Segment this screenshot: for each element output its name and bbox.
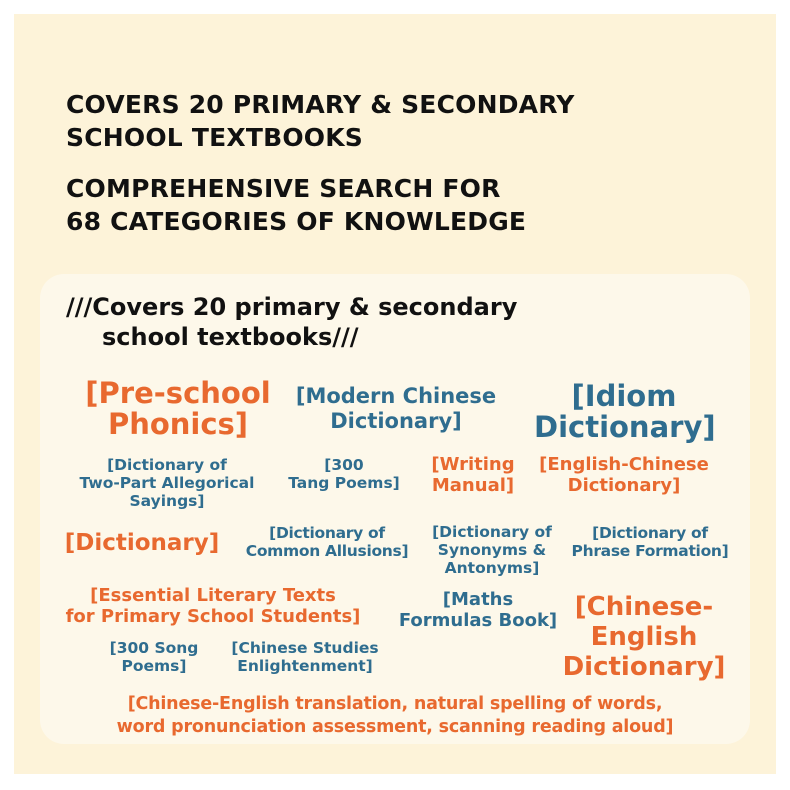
- headline-textbooks-line-2: SCHOOL TEXTBOOKS: [66, 123, 364, 152]
- tag-line: Formulas Book]: [398, 610, 558, 631]
- tag-common-allusions: [236, 524, 418, 560]
- tag-line: [Dictionary of: [107, 456, 227, 474]
- tag-300-tang-poems: [276, 456, 412, 492]
- tag-line: Dictionary]: [567, 475, 681, 496]
- tag-writing-manual: [418, 454, 528, 496]
- headline-knowledge-line-2: 68 CATEGORIES OF KNOWLEDGE: [66, 207, 527, 236]
- panel-title-line-2: school textbooks///: [102, 323, 359, 351]
- tag-dictionary: [56, 529, 228, 557]
- headline-textbooks: [66, 88, 575, 154]
- tag-line: Synonyms &: [437, 541, 547, 559]
- tag-maths-formulas-book: [388, 589, 568, 631]
- tag-line: [Dictionary of: [592, 524, 708, 542]
- tag-line: [Chinese Studies: [231, 639, 379, 657]
- tag-line: [300: [324, 456, 364, 474]
- tag-line: Sayings]: [129, 492, 205, 510]
- tag-line: Dictionary]: [534, 410, 716, 444]
- tag-line: [Idiom: [571, 379, 677, 413]
- panel-title-line-1: ///Covers 20 primary & secondary: [66, 293, 518, 321]
- tag-modern-chinese-dictionary: [286, 384, 506, 434]
- tag-line: [Dictionary of: [269, 524, 385, 542]
- tag-line: [Writing: [431, 454, 515, 475]
- tag-line: [English-Chinese: [539, 454, 709, 475]
- tag-chinese-english-dictionary: [556, 592, 732, 682]
- tag-line: Dictionary]: [562, 652, 726, 682]
- tag-english-chinese-dictionary: [536, 454, 712, 496]
- tag-allegorical-sayings: [64, 456, 270, 510]
- tag-preschool-phonics: [62, 378, 294, 440]
- tag-line: Common Allusions]: [245, 542, 409, 560]
- tag-line: [300 Song: [109, 639, 199, 657]
- tag-feature-summary: [44, 693, 746, 739]
- tag-line: [Chinese-: [574, 592, 714, 622]
- tag-line: Manual]: [431, 475, 515, 496]
- tag-line: Phrase Formation]: [571, 542, 729, 560]
- tag-line: English: [590, 622, 698, 652]
- headline-knowledge: [66, 172, 526, 238]
- tag-line: Enlightenment]: [237, 657, 373, 675]
- tag-line: Poems]: [121, 657, 187, 675]
- tag-phrase-formation: [564, 524, 736, 560]
- tag-essential-literary-texts: [50, 585, 376, 627]
- tag-line: [Pre-school: [85, 376, 271, 410]
- tag-line: for Primary School Students]: [65, 606, 361, 627]
- tag-line: [Maths: [442, 589, 514, 610]
- tag-line: [Dictionary of: [432, 523, 552, 541]
- tag-line: Phonics]: [107, 407, 249, 441]
- tag-line: Dictionary]: [330, 409, 462, 433]
- tag-line: Tang Poems]: [288, 474, 400, 492]
- tag-line: [Chinese-English translation, natural spelling of words,: [127, 694, 663, 714]
- tag-line: Two-Part Allegorical: [79, 474, 255, 492]
- tag-idiom-dictionary: [534, 381, 714, 443]
- panel-title: [66, 292, 517, 352]
- tag-line: [Essential Literary Texts: [90, 585, 336, 606]
- tag-line: Antonyms]: [444, 559, 540, 577]
- tag-line: [Modern Chinese: [295, 384, 497, 408]
- tag-chinese-studies-enlightenment: [226, 639, 384, 675]
- tag-line: [Dictionary]: [64, 530, 220, 556]
- headline-textbooks-line-1: COVERS 20 PRIMARY & SECONDARY: [66, 90, 575, 119]
- tag-line: word pronunciation assessment, scanning reading aloud]: [116, 717, 674, 737]
- headline-knowledge-line-1: COMPREHENSIVE SEARCH FOR: [66, 174, 501, 203]
- tag-synonyms-antonyms: [422, 523, 562, 577]
- tag-300-song-poems: [92, 639, 216, 675]
